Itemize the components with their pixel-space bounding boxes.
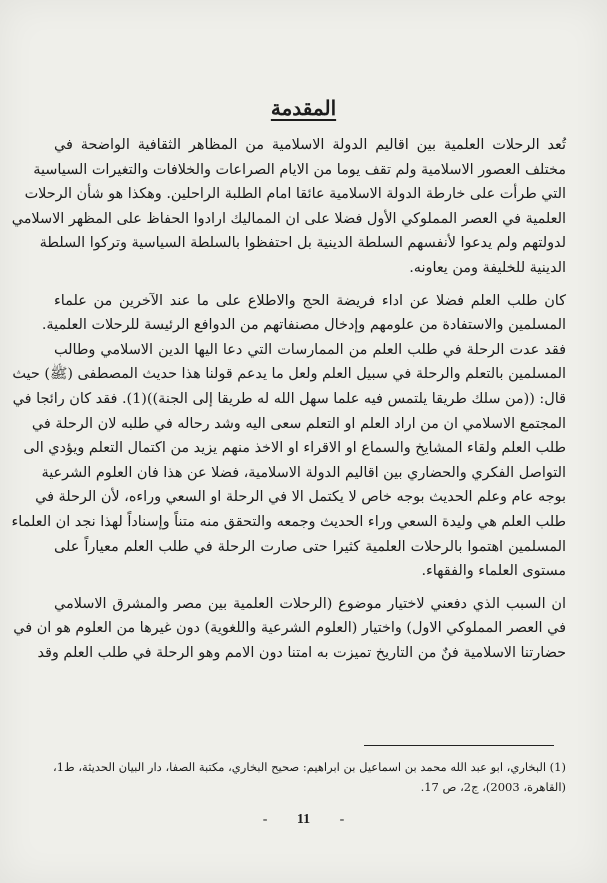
text-line: لدولتهم ولم يدعوا لأنفسهم السلطة الدينية بل احتفظوا بالسلطة السياسية وتركوا السلطة	[39, 235, 566, 252]
footnote-line: (1) البخاري، ابو عبد الله محمد بن اسماعيل بن ابراهيم: صحيح البخاري، مكتبة الصفا، دار البيان الحديثة، ط1،	[52, 760, 566, 774]
page-number: 11	[296, 812, 311, 827]
text-line: المسلمين بالتعلم والرحلة في سبيل العلم ولعل ما يدعم قولنا هذا حديث المصطفى (ﷺ) حيث	[12, 366, 566, 383]
text-line: العلمية في العصر المملوكي الأول فضلا على ان المماليك ارادوا الحفاظ على المظهر الاسلامي	[11, 210, 566, 227]
text-line: التواصل الفكري والحضاري بين اقاليم الدولة الاسلامية، فضلا عن هذا فان العلوم الشرعية	[41, 464, 566, 481]
text-line: مستوى العلماء والفقهاء.	[421, 563, 566, 580]
text-line: فقد عدت الرحلة في طلب العلم من الممارسات التي دعا اليها الدين الاسلامي وطالب	[54, 341, 566, 358]
text-line: التي طرأت على خارطة الدولة الاسلامية عائقا امام الطلبة الراحلين. وهكذا هو شأن الرحلات	[24, 186, 566, 203]
text-line: المجتمع الاسلامي ان من اراد العلم او التعلم سعى اليه وشد رحاله في طلبه لان الرحلة في	[31, 415, 566, 432]
text-line: طلب العلم ولقاء المشايخ والسماع او الاقراء او الاخذ منهم يزيد من اكتمال التعلم ويؤدي الى	[23, 440, 566, 457]
page-footer	[0, 812, 607, 828]
text-line: مختلف العصور الاسلامية ولم تقف يوما من الايام الصراعات والخلافات والتغيرات السياسية	[33, 161, 566, 178]
text-line: المسلمين اهتموا بالرحلات العلمية كثيرا حتى صارت الرحلة في طلب العلم معياراً على	[54, 538, 566, 555]
footnote-separator	[364, 745, 554, 746]
footnote-line: (القاهرة، 2003)، ج2، ص 17.	[420, 780, 566, 794]
body-text	[11, 133, 566, 665]
text-line: الدينية للخليفة ومن يعاونه.	[409, 259, 566, 276]
text-line: كان طلب العلم فضلا عن اداء فريضة الحج والاطلاع على ما عند الآخرين من علماء	[54, 292, 566, 309]
text-line: بوجه عام وعلم الحديث بوجه خاص لا يكتمل الا في الرحلة او السعي وراءه، لأن الرحلة في	[35, 489, 566, 506]
text-line: ان السبب الذي دفعني لاختيار موضوع (الرحلات العلمية بين مصر والمشرق الاسلامي	[54, 595, 566, 612]
paragraph-gap	[54, 281, 566, 289]
paragraph-gap	[54, 584, 566, 592]
text-line: حضارتنا الاسلامية فنٌ من التاريخ تميزت به امتنا دون الامم وهو الرحلة في طلب العلم وقد	[37, 644, 566, 661]
text-line: في العصر المملوكي الاول) واختيار (العلوم الشرعية واللغوية) دون غيرها من العلوم هو ان في	[13, 620, 566, 637]
text-line: قال: ((من سلك طريقا يلتمس فيه علما سهل الله له طريقا إلى الجنة))(1). فقد كان رائجا في	[12, 390, 566, 407]
page-title: المقدمة	[270, 96, 337, 120]
text-line: تُعد الرحلات العلمية بين اقاليم الدولة الاسلامية من المظاهر الثقافية الواضحة في	[54, 137, 566, 153]
text-line: طلب العلم هي وليدة السعي وراء الحديث وجمعه والتحقق منه متناً وإسناداً لهذا نجد ان العلماء	[11, 513, 566, 530]
footnote	[54, 757, 566, 797]
footer-dash-left: -	[262, 812, 268, 827]
footer-dash-right: -	[339, 812, 345, 827]
text-line: المسلمين والاستفادة من علومهم وإدخال مصنفاتهم من الدوافع الرئيسة للرحلات العلمية.	[41, 317, 566, 334]
